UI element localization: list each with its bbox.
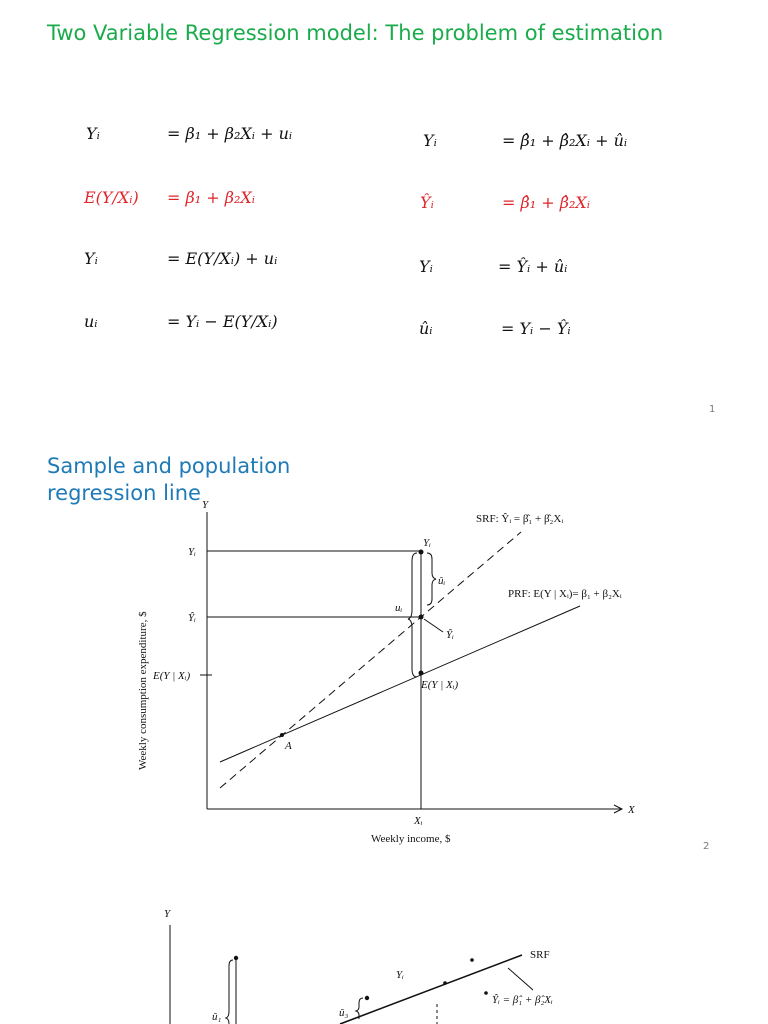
eq-left-1-rhs: = β₁ + β₂Xᵢ + uᵢ (167, 124, 293, 143)
eq-left-2-rhs: = β₁ + β₂Xᵢ (167, 188, 256, 207)
eq-right-1-rhs: = β̂₁ + β̂₂Xᵢ + ûᵢ (502, 131, 628, 150)
point-label-a: A (285, 740, 292, 752)
page-number-1: 1 (709, 404, 716, 415)
eq-right-2-rhs: = β̂₁ + β̂₂Xᵢ (502, 193, 591, 212)
tick-label-yhat: Ŷᵢ (188, 612, 196, 624)
scatter-point-2 (365, 996, 369, 1000)
srf-line-3 (340, 955, 522, 1024)
srf-label-3: SRF (530, 949, 550, 961)
tick-label-yi: Yᵢ (188, 546, 196, 558)
slide2-title-line2: regression line (47, 481, 201, 505)
eq-left-1-lhs: Yᵢ (86, 124, 100, 143)
page-number-2: 2 (703, 841, 710, 852)
point-label-eyx: E(Y | Xᵢ) (421, 679, 459, 691)
x-axis-label: X (628, 804, 635, 816)
eq-right-1-lhs: Yᵢ (423, 131, 437, 150)
y-axis-title: Weekly consumption expenditure, $ (137, 611, 149, 770)
eq-left-3-rhs: = E(Y/Xᵢ) + uᵢ (167, 249, 278, 268)
scatter-point-3 (443, 981, 447, 985)
eq-left-2-lhs: E(Y/Xᵢ) (84, 188, 139, 207)
srf-label: SRF: Ŷᵢ = β̂₁ + β̂₂Xᵢ (476, 513, 564, 525)
x-axis-title: Weekly income, $ (371, 833, 451, 845)
eq-right-3-rhs: = Ŷᵢ + ûᵢ (498, 257, 568, 276)
eq-left-4-lhs: uᵢ (84, 312, 98, 331)
point-label-yi: Yᵢ (423, 537, 431, 549)
scatter-point-1 (234, 956, 238, 960)
u3-label: û₃ (339, 1007, 349, 1019)
scatter-point-4 (470, 958, 474, 962)
eq-right-4-lhs: ûᵢ (419, 319, 433, 338)
point-label-uhat: ûᵢ (438, 575, 446, 587)
eq-right-3-lhs: Yᵢ (419, 257, 433, 276)
slide2-title-line1: Sample and population (47, 454, 291, 478)
eq-left-4-rhs: = Yᵢ − E(Y/Xᵢ) (167, 312, 278, 331)
slide1-title: Two Variable Regression model: The problem of estimation (47, 21, 664, 45)
eq-label-3: Ŷᵢ = β̂₁ + β̂₂Xᵢ (492, 994, 553, 1006)
eq-left-3-lhs: Yᵢ (84, 249, 98, 268)
u1-brace (226, 960, 233, 1024)
tick-label-xi: Xᵢ (414, 815, 423, 827)
tick-label-eyx: E(Y | Xᵢ) (153, 670, 191, 682)
y-axis-label-3: Y (164, 908, 171, 920)
eq-right-2-lhs: Ŷᵢ (420, 193, 434, 212)
scatter-point-5 (484, 991, 488, 995)
point-label-u: uᵢ (395, 602, 403, 614)
y-axis-label: Y (202, 499, 209, 511)
prf-label: PRF: E(Y | Xᵢ)= β₁ + β₂Xᵢ (508, 588, 622, 600)
srf-pointer-3 (508, 968, 533, 990)
yi-label-3: Yᵢ (396, 969, 404, 981)
u1-label: û₁ (212, 1011, 222, 1023)
point-label-yhat: Ŷᵢ (446, 629, 454, 641)
eq-right-4-rhs: = Yᵢ − Ŷᵢ (501, 319, 571, 338)
